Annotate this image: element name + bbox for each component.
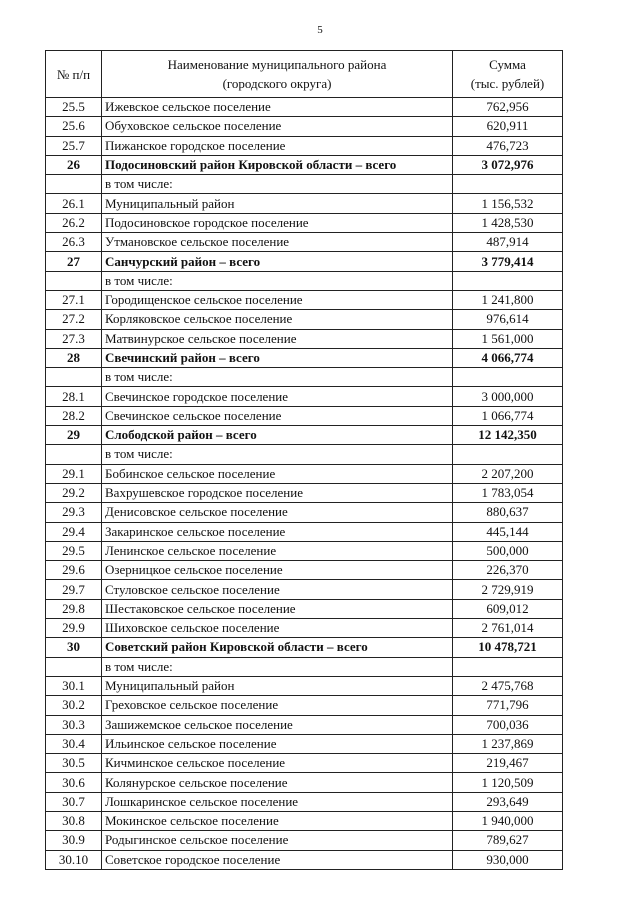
table-row [46, 175, 563, 194]
row-number: 30.8 [46, 811, 102, 830]
row-sum: 1 066,774 [453, 406, 563, 425]
table-row [46, 541, 563, 560]
row-name: Свечинское городское поселение [102, 387, 453, 406]
table-row [46, 619, 563, 638]
row-sum: 976,614 [453, 310, 563, 329]
row-number: 29 [46, 426, 102, 445]
page-number: 5 [317, 24, 323, 36]
table-row [46, 329, 563, 348]
row-sum: 2 761,014 [453, 619, 563, 638]
row-number: 30.2 [46, 696, 102, 715]
row-sum: 445,144 [453, 522, 563, 541]
table-row [46, 850, 563, 869]
row-name: Свечинское сельское поселение [102, 406, 453, 425]
table-row [46, 715, 563, 734]
table-row [46, 155, 563, 174]
row-sum: 3 779,414 [453, 252, 563, 271]
row-number: 30.4 [46, 734, 102, 753]
row-name: Мокинское сельское поселение [102, 811, 453, 830]
row-number: 30.6 [46, 773, 102, 792]
row-number: 30 [46, 638, 102, 657]
row-sum [453, 175, 563, 194]
row-number: 30.9 [46, 831, 102, 850]
row-name: Колянурское сельское поселение [102, 773, 453, 792]
table-row [46, 271, 563, 290]
table-row [46, 406, 563, 425]
row-sum: 700,036 [453, 715, 563, 734]
table-row [46, 754, 563, 773]
allocation-table [45, 50, 563, 870]
row-number [46, 445, 102, 464]
row-number [46, 271, 102, 290]
row-name: Советское городское поселение [102, 850, 453, 869]
row-name: Ильинское сельское поселение [102, 734, 453, 753]
table-row [46, 368, 563, 387]
row-number: 25.6 [46, 117, 102, 136]
row-sum: 762,956 [453, 98, 563, 117]
row-number: 30.5 [46, 754, 102, 773]
row-number: 25.7 [46, 136, 102, 155]
row-sum: 880,637 [453, 503, 563, 522]
row-name: Родыгинское сельское поселение [102, 831, 453, 850]
row-number [46, 175, 102, 194]
row-sum: 2 207,200 [453, 464, 563, 483]
row-sum: 500,000 [453, 541, 563, 560]
row-name: Стуловское сельское поселение [102, 580, 453, 599]
row-number: 29.4 [46, 522, 102, 541]
row-number: 26.2 [46, 213, 102, 232]
table-row [46, 194, 563, 213]
row-sum: 487,914 [453, 233, 563, 252]
table-header-row [46, 51, 563, 98]
row-number: 30.3 [46, 715, 102, 734]
row-sum: 1 120,509 [453, 773, 563, 792]
row-number: 28.2 [46, 406, 102, 425]
row-sum: 620,911 [453, 117, 563, 136]
row-name: Слободской район – всего [102, 426, 453, 445]
table-row [46, 117, 563, 136]
row-number [46, 657, 102, 676]
row-sum: 930,000 [453, 850, 563, 869]
row-number: 28 [46, 348, 102, 367]
row-number: 27.3 [46, 329, 102, 348]
row-sum: 609,012 [453, 599, 563, 618]
table-row [46, 561, 563, 580]
row-sum [453, 445, 563, 464]
row-name: Ижевское сельское поселение [102, 98, 453, 117]
row-name: в том числе: [102, 445, 453, 464]
row-number: 27.1 [46, 290, 102, 309]
row-number: 30.1 [46, 676, 102, 695]
row-sum: 10 478,721 [453, 638, 563, 657]
row-name: Пижанское городское поселение [102, 136, 453, 155]
row-name: Бобинское сельское поселение [102, 464, 453, 483]
row-number: 29.9 [46, 619, 102, 638]
row-number: 29.8 [46, 599, 102, 618]
row-name: Обуховское сельское поселение [102, 117, 453, 136]
row-sum: 4 066,774 [453, 348, 563, 367]
table-row [46, 599, 563, 618]
table-row [46, 638, 563, 657]
row-number: 25.5 [46, 98, 102, 117]
row-name: Муниципальный район [102, 676, 453, 695]
header-number: № п/п [46, 51, 102, 98]
row-sum: 1 428,530 [453, 213, 563, 232]
row-sum: 2 729,919 [453, 580, 563, 599]
table-row [46, 831, 563, 850]
table-row [46, 136, 563, 155]
row-name: Шестаковское сельское поселение [102, 599, 453, 618]
row-number: 27.2 [46, 310, 102, 329]
table-row [46, 483, 563, 502]
row-name: Утмановское сельское поселение [102, 233, 453, 252]
row-name: в том числе: [102, 175, 453, 194]
header-sum [453, 51, 563, 98]
row-name: Муниципальный район [102, 194, 453, 213]
row-name: Лошкаринское сельское поселение [102, 792, 453, 811]
table-row [46, 464, 563, 483]
row-number [46, 368, 102, 387]
row-sum: 293,649 [453, 792, 563, 811]
table-row [46, 98, 563, 117]
row-number: 26.3 [46, 233, 102, 252]
row-name: в том числе: [102, 271, 453, 290]
table-row [46, 792, 563, 811]
table-row [46, 773, 563, 792]
row-sum: 226,370 [453, 561, 563, 580]
row-name: Матвинурское сельское поселение [102, 329, 453, 348]
row-name: Подосиновский район Кировской области – всего [102, 155, 453, 174]
table-row [46, 445, 563, 464]
header-sum-line2: (тыс. рублей) [470, 76, 545, 91]
row-name: Корляковское сельское поселение [102, 310, 453, 329]
table-row [46, 734, 563, 753]
row-sum: 3 072,976 [453, 155, 563, 174]
row-sum: 771,796 [453, 696, 563, 715]
row-number: 28.1 [46, 387, 102, 406]
header-name-line2: (городского округа) [222, 76, 332, 91]
table-row [46, 580, 563, 599]
row-sum [453, 271, 563, 290]
table-row [46, 213, 563, 232]
row-sum: 2 475,768 [453, 676, 563, 695]
row-number: 30.7 [46, 792, 102, 811]
row-name: в том числе: [102, 657, 453, 676]
row-sum: 789,627 [453, 831, 563, 850]
row-number: 29.5 [46, 541, 102, 560]
row-sum: 1 561,000 [453, 329, 563, 348]
table-row [46, 676, 563, 695]
row-sum: 1 241,800 [453, 290, 563, 309]
row-name: Зашижемское сельское поселение [102, 715, 453, 734]
table-row [46, 310, 563, 329]
table-row [46, 811, 563, 830]
table-row [46, 426, 563, 445]
row-name: Ленинское сельское поселение [102, 541, 453, 560]
row-name: в том числе: [102, 368, 453, 387]
header-name [102, 51, 453, 98]
row-number: 27 [46, 252, 102, 271]
row-name: Свечинский район – всего [102, 348, 453, 367]
row-name: Советский район Кировской области – всего [102, 638, 453, 657]
row-number: 29.6 [46, 561, 102, 580]
table-row [46, 387, 563, 406]
table-row [46, 233, 563, 252]
row-sum: 1 783,054 [453, 483, 563, 502]
row-number: 29.2 [46, 483, 102, 502]
row-sum: 476,723 [453, 136, 563, 155]
row-sum: 3 000,000 [453, 387, 563, 406]
row-sum [453, 657, 563, 676]
row-name: Озерницкое сельское поселение [102, 561, 453, 580]
table-body [46, 98, 563, 870]
row-name: Вахрушевское городское поселение [102, 483, 453, 502]
row-name: Шиховское сельское поселение [102, 619, 453, 638]
table-row [46, 696, 563, 715]
row-number: 26.1 [46, 194, 102, 213]
row-name: Подосиновское городское поселение [102, 213, 453, 232]
table-row [46, 522, 563, 541]
table-row [46, 657, 563, 676]
table-row [46, 252, 563, 271]
row-name: Санчурский район – всего [102, 252, 453, 271]
header-name-line1: Наименование муниципального района [167, 57, 387, 72]
row-number: 29.1 [46, 464, 102, 483]
row-sum: 1 940,000 [453, 811, 563, 830]
row-name: Кичминское сельское поселение [102, 754, 453, 773]
row-sum: 1 156,532 [453, 194, 563, 213]
row-number: 29.3 [46, 503, 102, 522]
table-row [46, 503, 563, 522]
row-number: 26 [46, 155, 102, 174]
header-sum-line1: Сумма [489, 57, 526, 72]
row-sum: 219,467 [453, 754, 563, 773]
row-name: Денисовское сельское поселение [102, 503, 453, 522]
row-sum: 12 142,350 [453, 426, 563, 445]
row-number: 30.10 [46, 850, 102, 869]
table-row [46, 290, 563, 309]
row-number: 29.7 [46, 580, 102, 599]
table-row [46, 348, 563, 367]
row-name: Греховское сельское поселение [102, 696, 453, 715]
row-sum: 1 237,869 [453, 734, 563, 753]
row-name: Городищенское сельское поселение [102, 290, 453, 309]
row-name: Закаринское сельское поселение [102, 522, 453, 541]
row-sum [453, 368, 563, 387]
